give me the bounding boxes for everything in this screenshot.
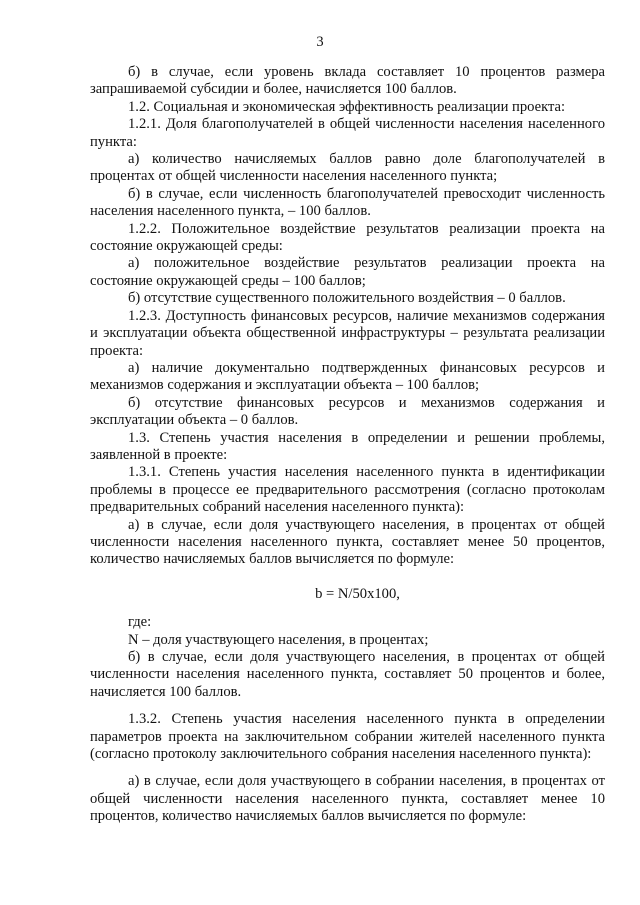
page-number: 3 <box>316 34 324 50</box>
paragraph-1-2-2: 1.2.2. Положительное воздействие результатов реализации проекта на состояние окружающей среды: <box>90 220 605 255</box>
paragraph-1-2-1: 1.2.1. Доля благополучателей в общей численности населения населенного пункта: <box>90 116 605 150</box>
paragraph-1-3-1: 1.3.1. Степень участия населения населенного пункта в идентификации проблемы в процессе ее предварительного рассмотрения (согласно протоколам предварительных собраний населения населенного пункта): <box>90 464 605 516</box>
paragraph-n-definition: N – доля участвующего населения, в процентах; <box>128 631 429 648</box>
paragraph-1-3-1-b: б) в случае, если доля участвующего населения, в процентах от общей численности населения населенного пункта, составляет 50 процентов и более, начисляется 100 баллов. <box>90 649 605 700</box>
paragraph-1-2-1-a: а) количество начисляемых баллов равно доле благополучателей в процентах от общей численности населения населенного пункта; <box>90 151 605 185</box>
paragraph-1-3: 1.3. Степень участия населения в определении и решении проблемы, заявленной в проекте: <box>90 429 605 463</box>
paragraph-1-3-2: 1.3.2. Степень участия населения населенного пункта в определении параметров проекта на заключительном собрании жителей населенного пункта (согласно протоколу заключительного собрания населения населенного пункта): <box>90 711 605 763</box>
paragraph-1-3-2-a: а) в случае, если доля участвующего в собрании населения, в процентах от общей численности населения населенного пункта, составляет менее 10 процентов, количество начисляемых баллов вычисляется по формуле: <box>90 773 605 825</box>
document-body <box>90 64 605 826</box>
paragraph-1-3-1-a: а) в случае, если доля участвующего населения, в процентах от общей численности населения населенного пункта, составляет менее 50 процентов, количество начисляемых баллов вычисляется по формуле: <box>90 516 605 568</box>
paragraph-1-2: 1.2. Социальная и экономическая эффективность реализации проекта: <box>128 98 566 115</box>
formula: b = N/50x100, <box>315 585 400 602</box>
paragraph-contribution-b: б) в случае, если уровень вклада составляет 10 процентов размера запрашиваемой субсидии и более, начисляется 100 баллов. <box>90 64 605 98</box>
paragraph-1-2-3-a: а) наличие документально подтвержденных финансовых ресурсов и механизмов содержания и эксплуатации объекта – 100 баллов; <box>90 359 605 394</box>
paragraph-1-2-3-b: б) отсутствие финансовых ресурсов и механизмов содержания и эксплуатации объекта – 0 баллов. <box>90 394 605 429</box>
paragraph-1-2-2-b: б) отсутствие существенного положительного воздействия – 0 баллов. <box>128 290 566 307</box>
paragraph-where: где: <box>128 614 152 631</box>
paragraph-1-2-1-b: б) в случае, если численность благополучателей превосходит численность населения населенного пункта, – 100 баллов. <box>90 185 605 220</box>
paragraph-1-2-2-a: а) положительное воздействие результатов реализации проекта на состояние окружающей среды – 100 баллов; <box>90 255 605 289</box>
paragraph-1-2-3: 1.2.3. Доступность финансовых ресурсов, наличие механизмов содержания и эксплуатации объекта общественной инфраструктуры – результата реализации проекта: <box>90 307 605 359</box>
